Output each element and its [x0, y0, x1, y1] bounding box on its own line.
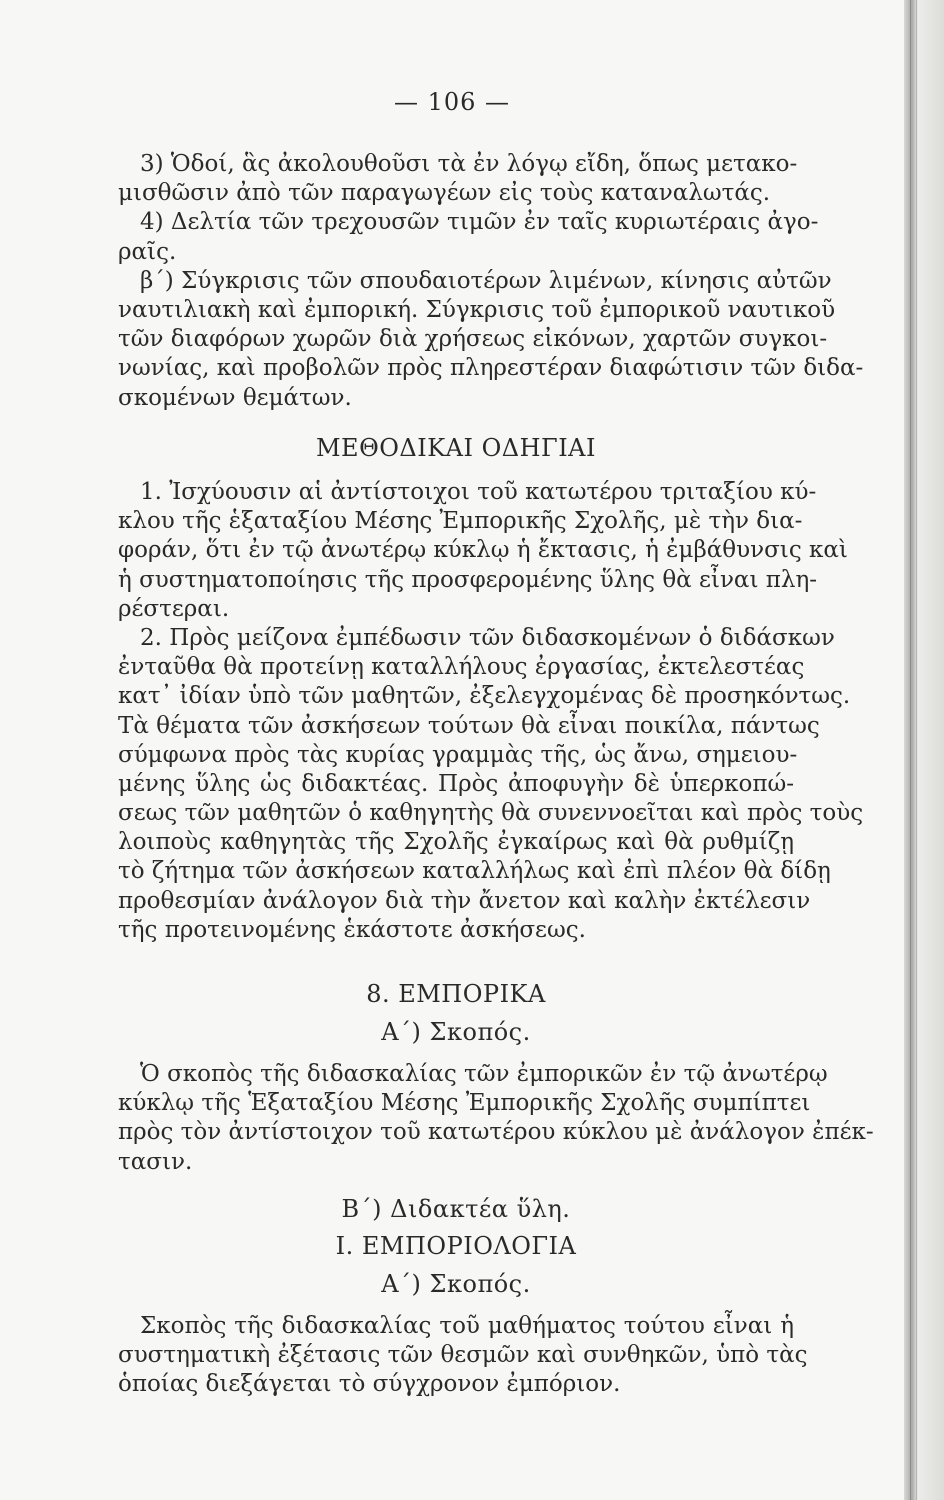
text-line: σκομένων θεμάτων.: [118, 384, 352, 411]
text-line: 3) Ὁδοί, ἃς ἀκολουθοῦσι τὰ ἐν λόγῳ εἴδη, ὅπως μετακο-: [140, 151, 798, 177]
text-line: μισθῶσιν ἀπὸ τῶν παραγωγέων εἰς τοὺς καταναλωτάς.: [118, 180, 771, 207]
text-line: νωνίας, καὶ προβολῶν πρὸς πληρεστέραν διαφώτισιν τῶν διδα-: [118, 355, 864, 382]
heading-teaching-material: Β΄) Διδακτέα ὕλη.: [341, 1195, 571, 1223]
text-line: μένης ὕλης ὡς διδακτέας. Πρὸς ἀποφυγὴν δὲ ὑπερκοπώ-: [118, 770, 794, 797]
text-line: 4) Δελτία τῶν τρεχουσῶν τιμῶν ἐν ταῖς κυριωτέραις ἀγο-: [140, 209, 819, 236]
text-line: ραῖς.: [118, 238, 177, 265]
heading-commerce: 8. ΕΜΠΟΡΙΚΑ: [366, 980, 546, 1008]
heading-methodical-guidelines: ΜΕΘΟΔΙΚΑΙ ΟΔΗΓΙΑΙ: [315, 434, 596, 462]
section-commerce-purpose: [118, 1060, 874, 1177]
text-line: τασιν.: [118, 1148, 193, 1175]
text-line: τῆς προτεινομένης ἑκάστοτε ἀσκήσεως.: [118, 916, 586, 943]
text-line: Τὰ θέματα τῶν ἀσκήσεων τούτων θὰ εἶναι ποικίλα, πάντως: [118, 712, 820, 739]
heading-purpose: Α΄) Σκοπός.: [381, 1018, 531, 1046]
text-line: σεως τῶν μαθητῶν ὁ καθηγητὴς θὰ συνεννοεῖται καὶ πρὸς τοὺς: [118, 800, 864, 827]
text-line: σύμφωνα πρὸς τὰς κυρίας γραμμὰς τῆς, ὡς ἄνω, σημειου-: [118, 741, 798, 768]
text-line: κλου τῆς ἑξαταξίου Μέσης Ἐμπορικῆς Σχολῆς, μὲ τὴν δια-: [118, 508, 803, 535]
text-line: ἡ συστηματοποίησις τῆς προσφερομένης ὕλης θὰ εἶναι πλη-: [118, 566, 818, 593]
text-line: β΄) Σύγκρισις τῶν σπουδαιοτέρων λιμένων, κίνησις αὐτῶν: [140, 267, 832, 294]
section-commerciology-purpose: [118, 1312, 808, 1400]
text-line: 2. Πρὸς μείζονα ἐμπέδωσιν τῶν διδασκομένων ὁ διδάσκων: [140, 624, 835, 651]
text-line: Σκοπὸς τῆς διδασκαλίας τοῦ μαθήματος τούτου εἶναι ἡ: [140, 1313, 794, 1339]
text-line: 1. Ἰσχύουσιν αἱ ἀντίστοιχοι τοῦ κατωτέρου τριταξίου κύ-: [140, 479, 817, 505]
text-line: ναυτιλιακὴ καὶ ἐμπορική. Σύγκρισις τοῦ ἐμπορικοῦ ναυτικοῦ: [118, 296, 836, 323]
text-line: προθεσμίαν ἀνάλογον διὰ τὴν ἄνετον καὶ καλὴν ἐκτέλεσιν: [118, 887, 811, 914]
text-line: τῶν διαφόρων χωρῶν διὰ χρήσεως εἰκόνων, χαρτῶν συγκοι-: [118, 326, 828, 353]
heading-purpose: Α΄) Σκοπός.: [381, 1270, 531, 1298]
text-line: τὸ ζήτημα τῶν ἀσκήσεων καταλλήλως καὶ ἐπὶ πλέον θὰ δίδῃ: [118, 858, 831, 885]
text-line: φοράν, ὅτι ἐν τῷ ἀνωτέρῳ κύκλῳ ἡ ἔκτασις, ἡ ἐμβάθυνσις καὶ: [118, 537, 848, 564]
heading-commerciology: Ι. ΕΜΠΟΡΙΟΛΟΓΙΑ: [335, 1232, 577, 1260]
page-binding-edge: [904, 0, 944, 1500]
text-line: λοιποὺς καθηγητὰς τῆς Σχολῆς ἐγκαίρως καὶ θὰ ρυθμίζῃ: [118, 829, 794, 856]
text-line: ἐνταῦθα θὰ προτείνῃ καταλλήλους ἐργασίας, ἐκτελεστέας: [118, 654, 805, 681]
text-line: πρὸς τὸν ἀντίστοιχον τοῦ κατωτέρου κύκλου μὲ ἀνάλογον ἐπέκ-: [118, 1119, 874, 1146]
edge-line: [916, 0, 917, 1500]
text-line: Ὁ σκοπὸς τῆς διδασκαλίας τῶν ἐμπορικῶν ἐν τῷ ἀνωτέρῳ: [140, 1061, 828, 1087]
text-line: κύκλῳ τῆς Ἑξαταξίου Μέσης Ἐμπορικῆς Σχολῆς συμπίπτει: [118, 1090, 811, 1117]
text-line: ρέστεραι.: [118, 595, 230, 622]
edge-line: [910, 0, 911, 1500]
section-objectives-continued: [118, 150, 864, 413]
text-line: κατ᾽ ἰδίαν ὑπὸ τῶν μαθητῶν, ἐξελεγχομένας δὲ προσηκόντως.: [118, 683, 851, 710]
section-methodical-guidelines: [118, 478, 864, 945]
page-number: — 106 —: [393, 88, 511, 116]
text-line: συστηματικὴ ἐξέτασις τῶν θεσμῶν καὶ συνθηκῶν, ὑπὸ τὰς: [118, 1342, 808, 1369]
text-line: ὁποίας διεξάγεται τὸ σύγχρονον ἐμπόριον.: [118, 1371, 621, 1398]
